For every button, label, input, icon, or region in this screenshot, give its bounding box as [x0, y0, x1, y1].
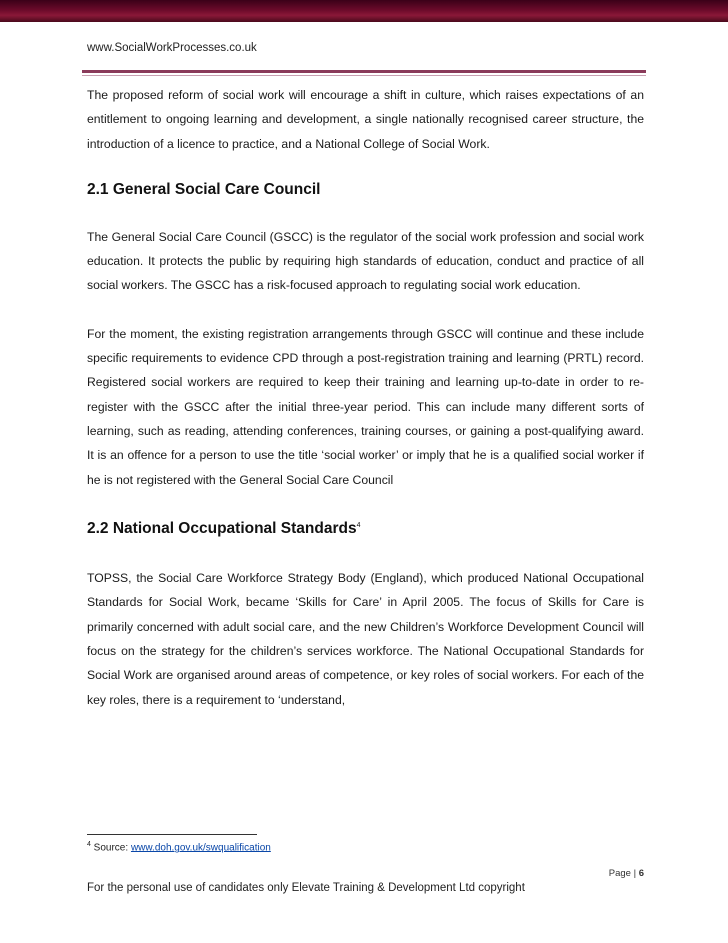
page-number-value: 6 — [638, 868, 644, 879]
footnote-number: 4 — [87, 841, 91, 848]
paragraph-gscc-1: The General Social Care Council (GSCC) is the regulator of the social work profession and social work education. It protects the public by requiring high standards of education, conduct and practice of all social workers. The GSCC has a risk-focused approach to regulating social work education. — [87, 229, 644, 293]
heading-nos-text: 2.2 National Occupational Standards — [87, 520, 357, 538]
footnote — [87, 841, 271, 853]
page-number — [609, 868, 644, 879]
page-body — [87, 83, 644, 712]
paragraph-gscc-2: For the moment, the existing registration arrangements through GSCC will continue and these include specific requirements to evidence CPD through a post-registration training and learning (PRTL) record. Registered social workers are required to keep their training and learning up-to-date in order to re-register with the GSCC after the initial three-year period. This can include many different sorts of learning, such as reading, attending conferences, training courses, or gaining a post-qualifying award. It is an offence for a person to use the title ‘social worker’ or imply that he is a qualified social worker if he is not registered with the General Social Care Council — [87, 326, 644, 487]
header-band — [0, 0, 728, 22]
header-site-url: www.SocialWorkProcesses.co.uk — [87, 42, 257, 54]
footnote-link[interactable]: www.doh.gov.uk/swqualification — [130, 842, 271, 854]
footnote-ref: 4 — [356, 521, 361, 529]
paragraph-intro: The proposed reform of social work will encourage a shift in culture, which raises expectations of an entitlement to ongoing learning and development, a single nationally recognised career structure, the introduction of a licence to practice, and a National College of Social Work. — [87, 88, 644, 151]
footnote-prefix: Source: — [90, 842, 131, 854]
paragraph-nos-1: TOPSS, the Social Care Workforce Strategy Body (England), which produced National Occupational Standards for Social Work, became ‘Skills for Care’ in April 2005. The focus of Skills for Care is primarily concerned with adult social care, and the new Children’s Workforce Development Council will focus on the strategy for the children’s services workforce. The National Occupational Standards for Social Work are organised around areas of competence, or key roles of social workers. For each of the key roles, there is a requirement to ‘understand, — [87, 571, 644, 707]
heading-gscc: 2.1 General Social Care Council — [87, 180, 321, 198]
footnote-separator — [87, 834, 257, 835]
page-label: Page | — [608, 868, 639, 879]
header-rule — [82, 70, 646, 73]
footer-copyright: For the personal use of candidates only Elevate Training & Development Ltd copyright — [87, 882, 525, 894]
heading-nos — [87, 514, 644, 541]
header-rule-thin — [82, 75, 646, 76]
